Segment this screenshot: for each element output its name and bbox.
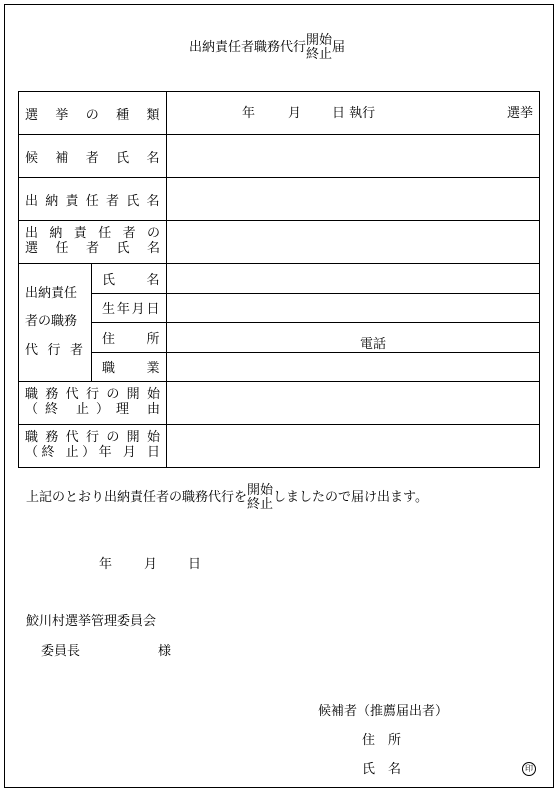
submission-day-unit: 日 [188, 557, 202, 572]
candidate-name-value[interactable] [167, 135, 540, 178]
start-date-value[interactable] [167, 425, 540, 468]
treasurer-name-row [19, 178, 540, 221]
acting-name-row [19, 264, 540, 294]
acting-occupation-label: 職 業 [92, 352, 167, 382]
start-date-line1: 職 務 代 行 の 開 始 [25, 430, 160, 446]
submission-year-unit: 年 [99, 557, 113, 572]
treasurer-appointer-value[interactable] [167, 221, 540, 264]
statement-suffix: しましたので届け出ます。 [273, 490, 428, 506]
start-date-row [19, 425, 540, 468]
statement-option-start: 開始 [247, 483, 274, 498]
acting-address-value[interactable] [167, 323, 540, 353]
statement-option-end: 終止 [247, 496, 274, 512]
title-option-end: 終止 [306, 46, 333, 62]
acting-phone-label: 電話 [360, 337, 387, 352]
acting-name-value[interactable] [167, 264, 540, 294]
acting-address-label: 住 所 [92, 323, 167, 353]
election-type-row [19, 92, 540, 135]
start-date-label [19, 425, 167, 468]
statement-text [26, 484, 428, 511]
notification-form-table [18, 91, 540, 468]
treasurer-appointer-label [19, 221, 167, 264]
statement-option-stack [247, 484, 273, 511]
acting-occupation-value[interactable] [167, 352, 540, 382]
treasurer-appointer-line2: 選 任 者 氏 名 [25, 241, 160, 256]
chairman-title: 委員長 [41, 644, 81, 659]
reason-label [19, 382, 167, 425]
honorific: 様 [158, 644, 172, 659]
acting-address-row [19, 323, 540, 353]
submission-month-unit: 月 [144, 557, 158, 572]
election-suffix: 選挙 [507, 106, 534, 121]
statement-prefix: 上記のとおり出納責任者の職務代行を [26, 490, 248, 506]
start-date-line2: （終 止）年 月 日 [25, 445, 160, 460]
election-day-exec: 日 執行 [332, 106, 376, 121]
election-year-unit: 年 [242, 106, 256, 121]
candidate-name-label: 候 補 者 氏 名 [19, 135, 167, 178]
treasurer-name-label: 出納責任者氏名 [19, 178, 167, 221]
election-month-unit: 月 [288, 106, 302, 121]
title-option-stack [306, 34, 332, 61]
acting-birthdate-value[interactable] [167, 293, 540, 323]
acting-occupation-row [19, 352, 540, 382]
committee-name: 鮫川村選挙管理委員会 [26, 614, 157, 629]
candidate-heading: 候補者（推薦届出者） [318, 704, 449, 719]
reason-line1: 職 務 代 行 の 開 始 [25, 387, 160, 403]
applicant-address-label: 住 所 [362, 733, 402, 748]
treasurer-appointer-line1: 出 納 責 任 者 の [25, 226, 160, 242]
title-prefix: 出納責任者職務代行 [189, 40, 307, 56]
election-type-label: 選 挙 の 種 類 [19, 92, 167, 135]
candidate-name-row [19, 135, 540, 178]
seal-mark-icon: 印 [522, 762, 536, 776]
election-type-value[interactable] [167, 92, 540, 135]
acting-group-line2: 者の職務 [25, 314, 78, 330]
title-suffix: 届 [332, 40, 346, 56]
acting-birthdate-row [19, 293, 540, 323]
reason-value[interactable] [167, 382, 540, 425]
title-option-start: 開始 [306, 33, 333, 48]
treasurer-name-value[interactable] [167, 178, 540, 221]
acting-person-group-label [19, 264, 92, 382]
acting-name-label: 氏 名 [92, 264, 167, 294]
acting-group-line1: 出納責任 [25, 285, 78, 301]
treasurer-appointer-row [19, 221, 540, 264]
reason-row [19, 382, 540, 425]
applicant-name-label: 氏 名 [362, 762, 402, 777]
document-title [189, 34, 345, 61]
acting-birthdate-label: 生年月日 [92, 293, 167, 323]
acting-group-line3: 代 行 者 [25, 342, 83, 358]
reason-line2: （終 止）理 由 [25, 402, 160, 417]
